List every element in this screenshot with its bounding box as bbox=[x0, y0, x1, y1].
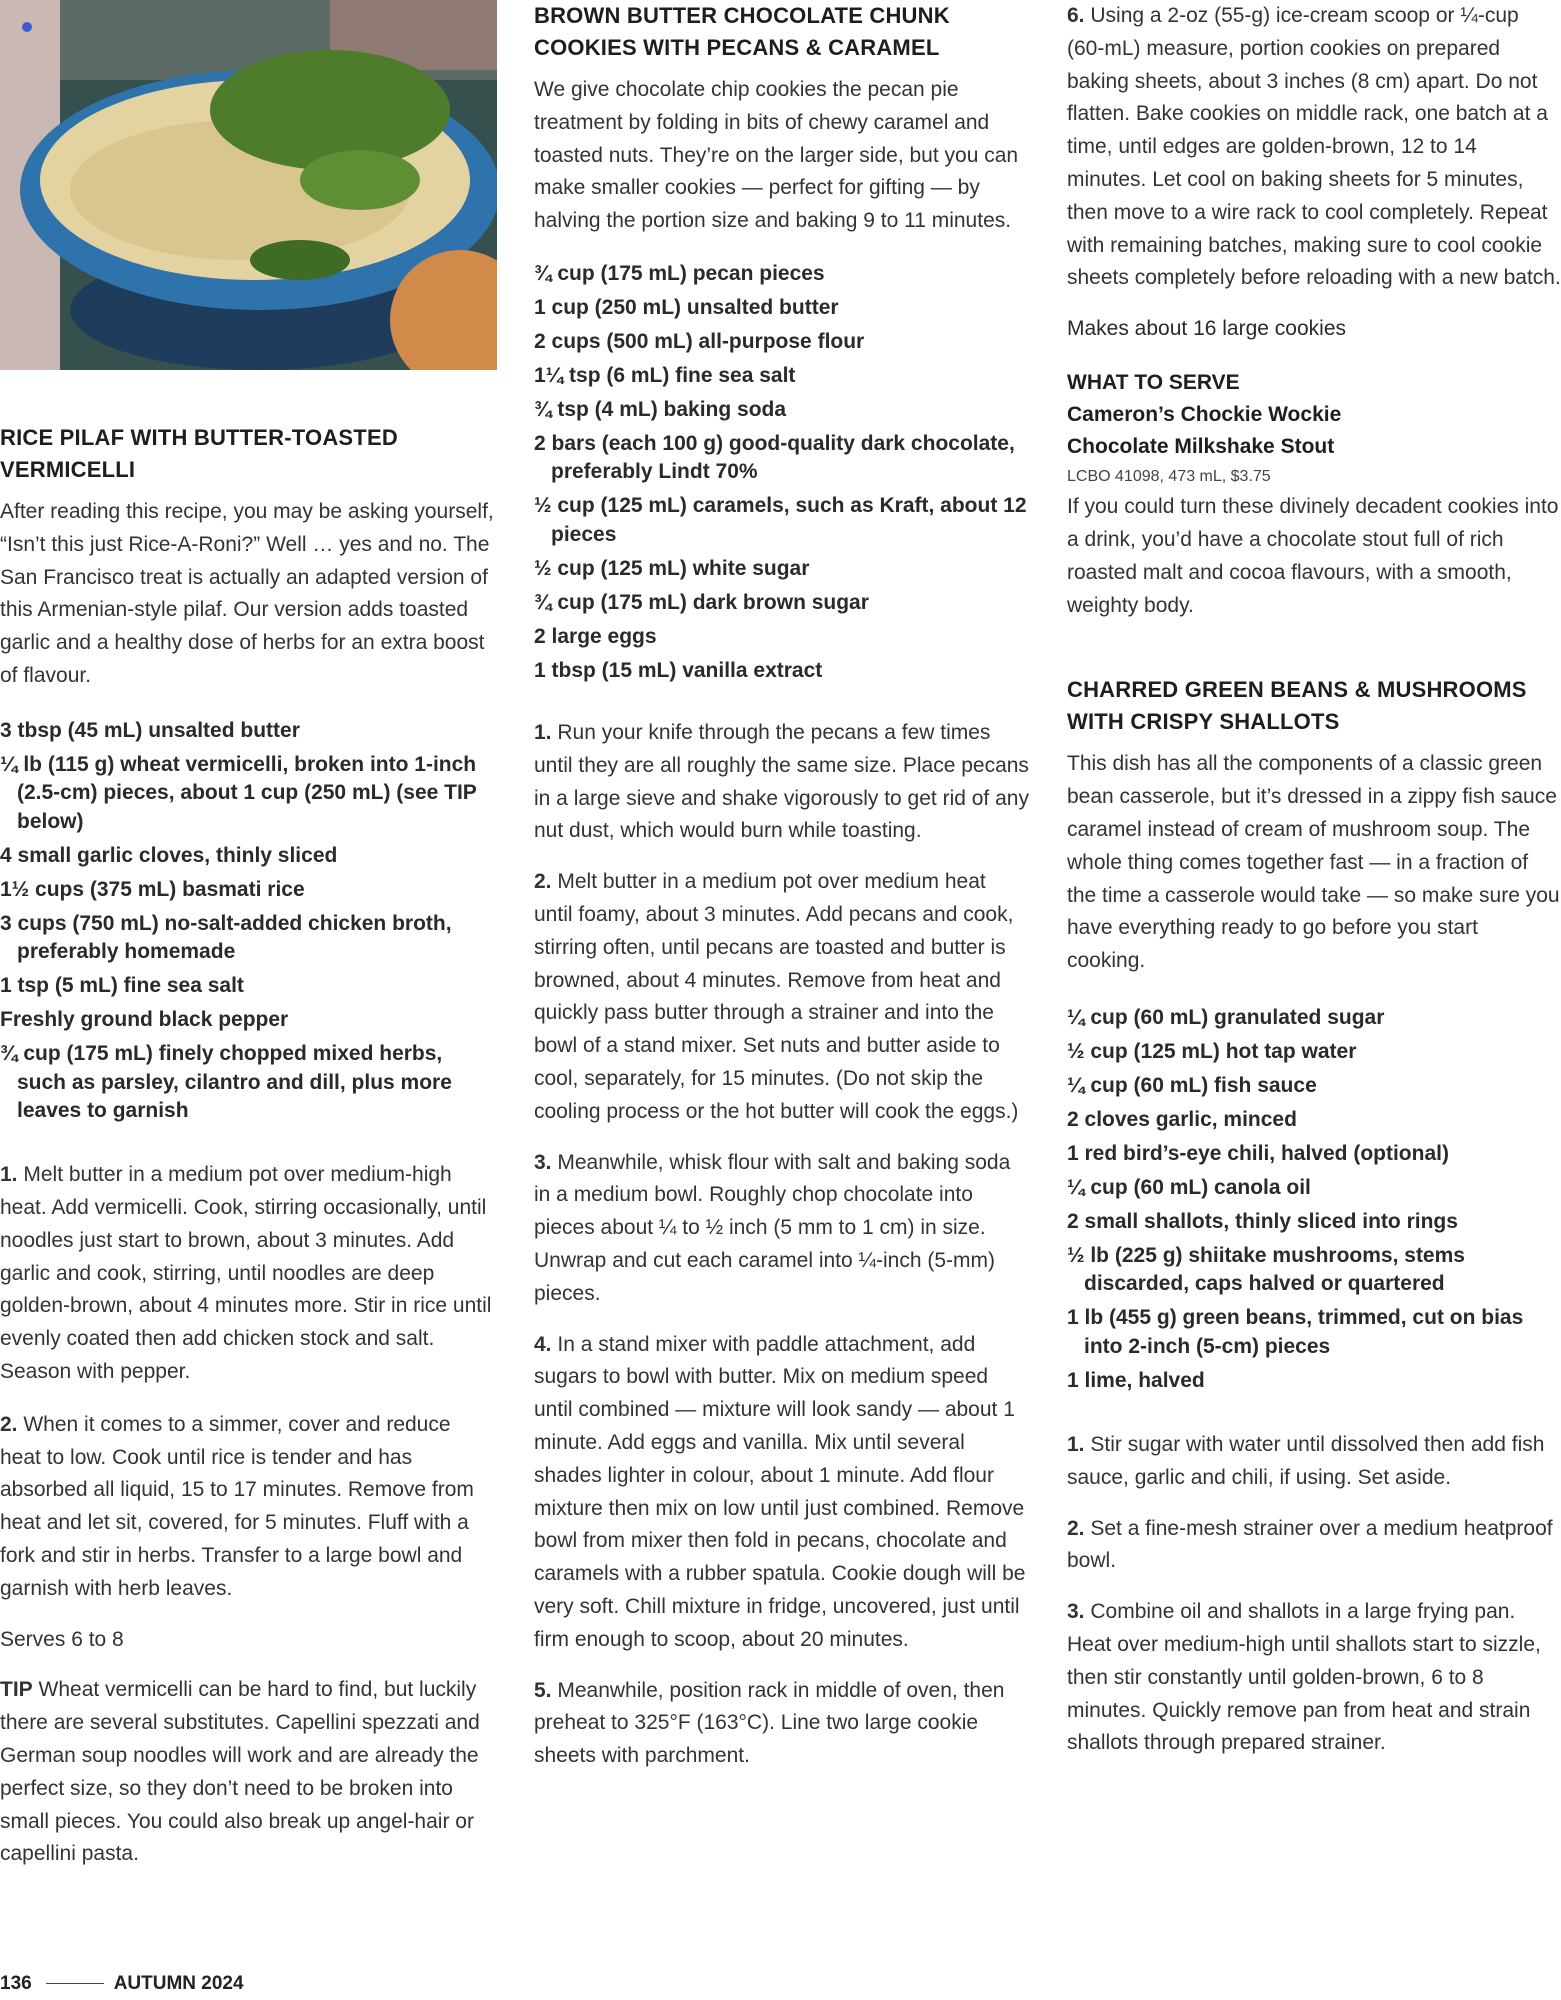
list-item: 2 large eggs bbox=[534, 624, 657, 648]
step-text: In a stand mixer with paddle attachment, add sugars to bowl with butter. Mix on medium speed until combined — mixture will look sandy — about 1 minute. Add eggs and vanilla. Mix until several shades lighter in colour, about 1 minute. Add flour mixture then mix on low until just combined. Remove bowl from mixer then fold in pecans, chocolate and caramels with a rubber spatula. Cookie dough will be very soft. Chill mixture in fridge, uncovered, just until firm enough to scoop, about 20 minutes. bbox=[534, 1332, 1026, 1651]
pairing-line1: Cameron’s Chockie Wockie bbox=[1067, 403, 1342, 427]
rice-title bbox=[0, 422, 497, 486]
step-text: When it comes to a simmer, cover and reduce heat to low. Cook until rice is tender and has absorbed all liquid, 15 to 17 minutes. Remove from heat and let sit, covered, for 5 minutes. Fluff with a fork and stir in herbs. Transfer to a large bowl and garnish with herb leaves. bbox=[0, 1412, 474, 1600]
pairing-name bbox=[1067, 399, 1561, 463]
step-text: Meanwhile, whisk flour with salt and baking soda in a medium bowl. Roughly chop chocolate into pieces about ¼ to ½ inch (5 mm to 1 cm) in size. Unwrap and cut each caramel into ¼-inch (5-mm) pieces. bbox=[534, 1150, 1011, 1305]
step-number: 2. bbox=[0, 1412, 18, 1436]
beans-step-2 bbox=[1067, 1513, 1561, 1579]
step-number: 2. bbox=[1067, 1516, 1085, 1540]
list-item: 1 lime, halved bbox=[1067, 1368, 1205, 1392]
beans-ingredient-list bbox=[1067, 1004, 1561, 1396]
cookies-step-3 bbox=[534, 1147, 1030, 1311]
rice-step-2 bbox=[0, 1409, 497, 1606]
beans-column bbox=[1067, 0, 1561, 1760]
tip-text: Wheat vermicelli can be hard to find, but luckily there are several substitutes. Capellini spezzati and German soup noodles will work and are already the perfect size, so they don’t need to be broken into small pieces. You could also break up angel-hair or capellini pasta. bbox=[0, 1678, 480, 1866]
rice-ingredient-list bbox=[0, 717, 497, 1126]
step-text: Combine oil and shallots in a large frying pan. Heat over medium-high until shallots start to sizzle, then stir constantly until golden-brown, 6 to 8 minutes. Quickly remove pan from heat and strain shallots through prepared strainer. bbox=[1067, 1600, 1541, 1755]
list-item: ¼ cup (60 mL) canola oil bbox=[1067, 1175, 1311, 1199]
beans-title-line1: CHARRED GREEN BEANS & MUSHROOMS bbox=[1067, 677, 1527, 703]
list-item: 1 cup (250 mL) unsalted butter bbox=[534, 295, 839, 319]
list-item: ¾ tsp (4 mL) baking soda bbox=[534, 397, 787, 421]
page-number: 136 bbox=[0, 1973, 32, 1994]
list-item: ½ lb (225 g) shiitake mushrooms, stems discarded, caps halved or quartered bbox=[1067, 1243, 1465, 1296]
cookies-title-line2: COOKIES WITH PECANS & CARAMEL bbox=[534, 35, 940, 60]
beans-title-line2: WITH CRISPY SHALLOTS bbox=[1067, 709, 1340, 735]
list-item: 1½ cups (375 mL) basmati rice bbox=[0, 877, 305, 901]
rice-step-1 bbox=[0, 1159, 497, 1389]
cookies-intro: We give chocolate chip cookies the pecan pie treatment by folding in bits of chewy caramel and toasted nuts. They’re on the larger side, but you can make smaller cookies — perfect for gifting — by halving the portion size and baking 9 to 11 minutes. bbox=[534, 78, 1019, 233]
list-item: 2 cloves garlic, minced bbox=[1067, 1107, 1297, 1131]
step-text: Melt butter in a medium pot over medium-high heat. Add vermicelli. Cook, stirring occasionally, until noodles just start to brown, about 3 minutes. Add garlic and cook, stirring, until noodles are deep golden-brown, about 4 minutes more. Stir in rice until evenly coated then add chicken stock and salt. Season with pepper. bbox=[0, 1163, 492, 1384]
step-number: 4. bbox=[534, 1332, 552, 1356]
list-item: 1 red bird’s-eye chili, halved (optional) bbox=[1067, 1141, 1449, 1165]
rice-title-line2: VERMICELLI bbox=[0, 457, 136, 482]
cookies-step-4 bbox=[534, 1329, 1030, 1657]
pairing-meta: LCBO 41098, 473 mL, $3.75 bbox=[1067, 468, 1271, 486]
page-footer bbox=[0, 1973, 400, 1999]
step-text: Set a fine-mesh strainer over a medium heatproof bowl. bbox=[1067, 1516, 1553, 1573]
pairing-text: If you could turn these divinely decadent cookies into a drink, you’d have a chocolate stout full of rich roasted malt and cocoa flavours, with a smooth, weighty body. bbox=[1067, 495, 1559, 617]
rice-serves: Serves 6 to 8 bbox=[0, 1627, 124, 1651]
list-item: ½ cup (125 mL) hot tap water bbox=[1067, 1039, 1357, 1063]
list-item: 4 small garlic cloves, thinly sliced bbox=[0, 843, 338, 867]
step-number: 1. bbox=[1067, 1432, 1085, 1456]
rice-pilaf-bowl-icon bbox=[0, 0, 497, 370]
cookies-title-line1: BROWN BUTTER CHOCOLATE CHUNK bbox=[534, 3, 950, 28]
cookies-column bbox=[534, 0, 1030, 1773]
step-number: 3. bbox=[534, 1150, 552, 1174]
list-item: 1 tbsp (15 mL) vanilla extract bbox=[534, 658, 823, 682]
pairing-line2: Chocolate Milkshake Stout bbox=[1067, 435, 1335, 459]
tip-label: TIP bbox=[0, 1678, 33, 1702]
cookies-step-5 bbox=[534, 1675, 1030, 1773]
list-item: ½ cup (125 mL) caramels, such as Kraft, about 12 pieces bbox=[534, 494, 1027, 546]
list-item: 2 small shallots, thinly sliced into rings bbox=[1067, 1209, 1458, 1233]
list-item: ¾ cup (175 mL) pecan pieces bbox=[534, 261, 825, 285]
list-item: ¾ cup (175 mL) dark brown sugar bbox=[534, 590, 869, 614]
beans-intro: This dish has all the components of a classic green bean casserole, but it’s dressed in a zippy fish sauce caramel instead of cream of mushroom soup. The whole thing comes together fast — in a fraction of the time a casserole would take — so make sure you have everything ready to go before you start cooking. bbox=[1067, 752, 1560, 973]
cookies-step-1 bbox=[534, 717, 1030, 848]
list-item: ¼ cup (60 mL) fish sauce bbox=[1067, 1073, 1317, 1097]
step-text: Melt butter in a medium pot over medium heat until foamy, about 3 minutes. Add pecans and cook, stirring often, until pecans are toasted and butter is browned, about 4 minutes. Remove from heat and quickly pass butter through a strainer and into the bowl of a stand mixer. Set nuts and butter aside to cool, separately, for 15 minutes. (Do not skip the cooling process or the hot butter will cook the eggs.) bbox=[534, 870, 1019, 1123]
list-item: ¼ lb (115 g) wheat vermicelli, broken into 1-inch (2.5-cm) pieces, about 1 cup (250 mL) (see TIP below) bbox=[0, 752, 477, 833]
list-item: 2 cups (500 mL) all-purpose flour bbox=[534, 329, 865, 353]
step-number: 1. bbox=[534, 720, 552, 744]
step-number: 3. bbox=[1067, 1600, 1085, 1624]
list-item: 1 lb (455 g) green beans, trimmed, cut on bias into 2-inch (5-cm) pieces bbox=[1067, 1306, 1524, 1358]
list-item: Freshly ground black pepper bbox=[0, 1008, 289, 1032]
cookies-makes: Makes about 16 large cookies bbox=[1067, 317, 1346, 341]
footer-rule bbox=[46, 1983, 104, 1984]
rice-pilaf-photo bbox=[0, 0, 497, 370]
step-number: 1. bbox=[0, 1163, 18, 1187]
list-item: 3 cups (750 mL) no-salt-added chicken broth, preferably homemade bbox=[0, 911, 452, 964]
list-item: ¼ cup (60 mL) granulated sugar bbox=[1067, 1005, 1385, 1029]
step-number: 5. bbox=[534, 1678, 552, 1702]
step-text: Stir sugar with water until dissolved then add fish sauce, garlic and chili, if using. Set aside. bbox=[1067, 1432, 1545, 1489]
list-item: 2 bars (each 100 g) good-quality dark chocolate, preferably Lindt 70% bbox=[534, 431, 1015, 484]
cookies-ingredient-list bbox=[534, 260, 1030, 686]
beans-step-1 bbox=[1067, 1429, 1561, 1495]
what-to-serve-label: WHAT TO SERVE bbox=[1067, 371, 1240, 395]
cookies-title bbox=[534, 0, 1030, 64]
step-text: Using a 2-oz (55-g) ice-cream scoop or ¼-cup (60-mL) measure, portion cookies on prepared baking sheets, about 3 inches (8 cm) apart. Do not flatten. Bake cookies on middle rack, one batch at a time, until edges are golden-brown, 12 to 14 minutes. Let cool on baking sheets for 5 minutes, then move to a wire rack to cool completely. Repeat with remaining batches, making sure to cool cookie sheets completely before reloading with a new batch. bbox=[1067, 4, 1561, 290]
step-number: 2. bbox=[534, 870, 552, 894]
list-item: 1¼ tsp (6 mL) fine sea salt bbox=[534, 363, 796, 387]
list-item: ½ cup (125 mL) white sugar bbox=[534, 556, 810, 580]
rice-tip bbox=[0, 1674, 497, 1871]
beans-title bbox=[1067, 674, 1561, 738]
list-item: 3 tbsp (45 mL) unsalted butter bbox=[0, 718, 300, 742]
rice-intro: After reading this recipe, you may be asking yourself, “Isn’t this just Rice-A-Roni?” Well … yes and no. The San Francisco treat is actually an adapted version of this Armenian-style pilaf. Our version adds toasted garlic and a healthy dose of herbs for an extra boost of flavour. bbox=[0, 500, 494, 687]
issue-label: AUTUMN 2024 bbox=[113, 1973, 244, 1994]
rice-title-line1: RICE PILAF WITH BUTTER-TOASTED bbox=[0, 425, 398, 450]
list-item: ¾ cup (175 mL) finely chopped mixed herbs, such as parsley, cilantro and dill, plus more leaves to garnish bbox=[0, 1042, 452, 1123]
step-text: Run your knife through the pecans a few times until they are all roughly the same size. Place pecans in a large sieve and shake vigorously to get rid of any nut dust, which would burn while toasting. bbox=[534, 720, 1029, 843]
cookies-step-2 bbox=[534, 866, 1030, 1128]
step-text: Meanwhile, position rack in middle of oven, then preheat to 325°F (163°C). Line two large cookie sheets with parchment. bbox=[534, 1678, 1005, 1768]
beans-step-3 bbox=[1067, 1596, 1561, 1760]
list-item: 1 tsp (5 mL) fine sea salt bbox=[0, 974, 244, 998]
cookies-step-6 bbox=[1067, 0, 1561, 295]
rice-pilaf-column bbox=[0, 0, 497, 1871]
step-number: 6. bbox=[1067, 4, 1085, 27]
